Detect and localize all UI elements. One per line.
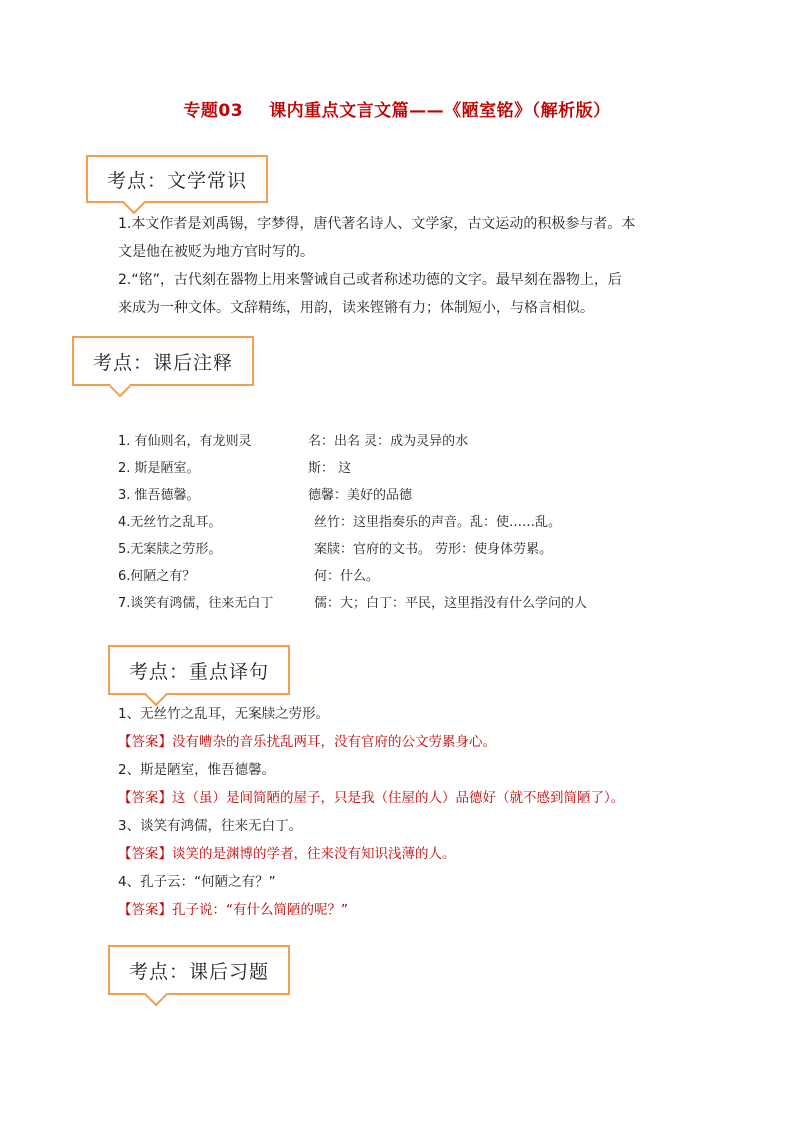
note-explanation: 斯： 这 <box>308 461 352 476</box>
list-item <box>118 536 698 563</box>
note-explanation: 案牍：官府的文书。 劳形：使身体劳累。 <box>314 542 553 557</box>
answer-tag: 【答案】 <box>118 846 172 862</box>
title-series: 专题03 <box>183 101 244 121</box>
answer-tag: 【答案】 <box>118 734 172 750</box>
translation-question: 3、谈笑有鸿儒，往来无白丁。 <box>118 818 303 834</box>
translation-question: 2、斯是陋室，惟吾德馨。 <box>118 762 276 778</box>
text-line: 2.“铭”，古代刻在器物上用来警诫自己或者称述功德的文字。最早刻在器物上，后 <box>118 272 622 288</box>
answer-text: 这（虽）是间简陋的屋子，只是我（住屋的人）品德好（就不感到简陋了）。 <box>172 790 625 806</box>
list-item <box>118 509 698 536</box>
note-explanation: 名：出名 灵：成为灵异的水 <box>308 434 469 449</box>
section-label: 考点：重点译句 <box>128 660 269 683</box>
page-title <box>0 96 794 121</box>
note-term: 1. 有仙则名，有龙则灵 <box>118 434 252 449</box>
note-term: 5.无案牍之劳形。 <box>118 542 222 557</box>
note-term: 3. 惟吾德馨。 <box>118 488 200 503</box>
translation-answer <box>118 896 718 924</box>
translation-question: 4、孔子云：“何陋之有？” <box>118 874 276 890</box>
note-explanation: 丝竹：这里指奏乐的声音。乱：使……乱。 <box>314 515 562 530</box>
section-callout-exercises <box>108 945 290 995</box>
note-explanation: 德馨：美好的品德 <box>308 488 413 503</box>
answer-text: 没有嘈杂的音乐扰乱两耳，没有官府的公文劳累身心。 <box>172 734 496 750</box>
answer-text: 谈笑的是渊博的学者，往来没有知识浅薄的人。 <box>172 846 456 862</box>
translation-answer <box>118 784 718 812</box>
note-term: 2. 斯是陋室。 <box>118 461 200 476</box>
list-item <box>118 563 698 590</box>
translation-answer <box>118 840 718 868</box>
section-label: 考点：文学常识 <box>106 169 247 192</box>
list-item <box>118 590 698 617</box>
text-line: 文是他在被贬为地方官时写的。 <box>118 244 314 260</box>
translation-answer <box>118 728 718 756</box>
note-explanation: 儒：大；白丁：平民，这里指没有什么学问的人 <box>314 596 588 611</box>
literature-paragraph-2 <box>118 266 688 322</box>
section-label: 考点：课后习题 <box>128 960 269 983</box>
section-label: 考点：课后注释 <box>92 351 233 374</box>
note-term: 7.谈笑有鸿儒，往来无白丁 <box>118 596 274 611</box>
section-callout-notes <box>72 336 254 386</box>
title-main: 课内重点文言文篇——《陋室铭》（解析版） <box>269 101 611 121</box>
section-callout-literature <box>86 155 268 203</box>
translation-question: 1、无丝竹之乱耳，无案牍之劳形。 <box>118 706 330 722</box>
answer-text: 孔子说：“有什么简陋的呢？” <box>172 902 348 918</box>
note-explanation: 何：什么。 <box>314 569 380 584</box>
text-line: 来成为一种文体。文辞精练，用韵，读来铿锵有力；体制短小，与格言相似。 <box>118 300 594 316</box>
literature-paragraph-1 <box>118 210 688 266</box>
list-item <box>118 455 698 482</box>
list-item <box>118 428 698 455</box>
answer-tag: 【答案】 <box>118 902 172 918</box>
note-term: 6.何陋之有？ <box>118 569 196 584</box>
translation-list <box>118 700 718 924</box>
section-callout-translation <box>108 645 290 695</box>
text-line: 1.本文作者是刘禹锡，字梦得，唐代著名诗人、文学家，古文运动的积极参与者。本 <box>118 216 636 232</box>
note-term: 4.无丝竹之乱耳。 <box>118 515 222 530</box>
list-item <box>118 482 698 509</box>
answer-tag: 【答案】 <box>118 790 172 806</box>
notes-list <box>118 428 698 617</box>
